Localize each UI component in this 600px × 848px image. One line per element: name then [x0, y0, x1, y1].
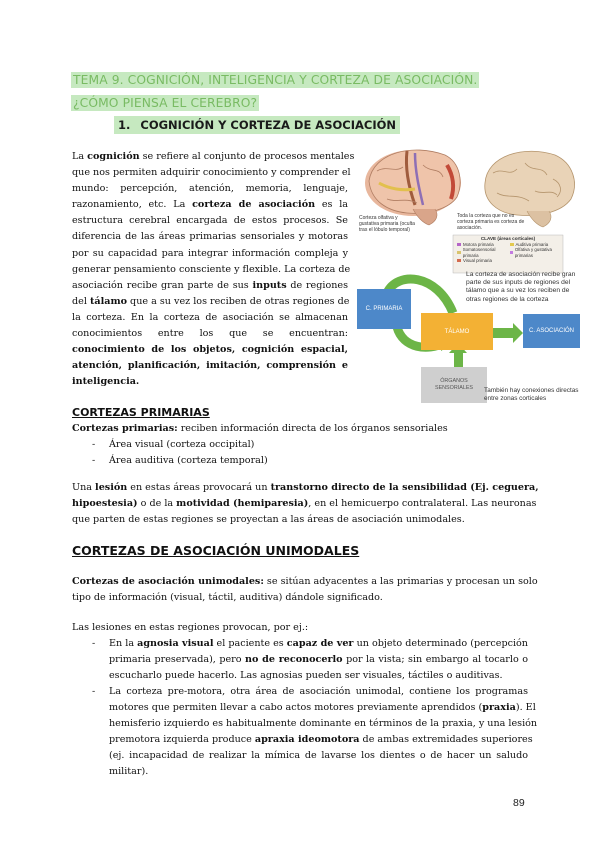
text-line: estructura cerebral encargada de estos procesos. Se — [72, 215, 348, 227]
text-line: escucharlo puede hacerlo. Las agnosias pueden ser visuales, táctiles o auditivas. — [109, 670, 503, 682]
intro-paragraph — [72, 149, 355, 390]
text-line: tipo de información (visual, táctil, auditiva) dándole significado. — [72, 592, 383, 604]
text-line: premotora izquierda produce apraxia ideomotora de ambas extremidades superiores — [109, 734, 533, 746]
text-line: conocimiento de los objetos, cognición espacial, — [72, 344, 348, 356]
unimodales-intro — [72, 574, 538, 606]
cortezas-primarias-lead: Cortezas primarias: reciben información directa de los órganos sensoriales — [72, 423, 448, 434]
text-line: atención, planificación, imitación, comprensión e — [72, 360, 348, 372]
primarias-list-item-text: Área auditiva (corteza temporal) — [109, 455, 268, 466]
c-asociacion-box: C. ASOCIACIÓN — [523, 314, 580, 348]
text-line: mundo: percepción, atención, memoria, lenguaje, — [72, 183, 348, 195]
legend-swatch — [457, 251, 461, 254]
text-line: por su capacidad para integrar información compleja y — [72, 247, 348, 259]
lesiones-intro: Las lesiones en estas regiones provocan, por ej.: — [72, 622, 309, 633]
primarias-list-item: - — [92, 455, 96, 466]
text-line: (ej. incapacidad de realizar la mímica de lavarse los dientes o de hacer un saludo — [109, 750, 528, 762]
c-primaria-box: C. PRIMARIA — [357, 289, 411, 329]
text-line: que nos permiten adquirir conocimiento y comprender el — [72, 167, 351, 179]
bullet-agnosia — [109, 636, 528, 684]
page-number: 89 — [513, 797, 525, 809]
legend-swatch — [510, 251, 513, 254]
text-line: generar pensamiento consciente y flexible. La corteza de — [72, 263, 351, 275]
brain-left-caption: Corteza olfativa y gustativa primaria (oculta tras el lóbulo temporal) — [359, 215, 415, 233]
lesion-paragraph — [72, 480, 539, 528]
bullet-dash: - — [92, 686, 96, 697]
flow-caption: La corteza de asociación recibe gran parte de sus inputs de regiones del tálamo que a su vez los reciben de otras regiones de la corteza — [466, 271, 576, 303]
text-line: diferencia de las áreas primarias sensoriales y motoras — [72, 231, 348, 243]
brain-right-caption: Toda la corteza que no es corteza primaria es corteza de asociación. — [457, 213, 525, 231]
unimodales-heading: CORTEZAS DE ASOCIACIÓN UNIMODALES — [72, 543, 360, 558]
text-line: La corteza pre-motora, otra área de asociación unimodal, contiene los programas — [109, 686, 528, 697]
brain-figure — [357, 143, 584, 405]
text-line: La cognición se refiere al conjunto de procesos mentales — [72, 151, 355, 162]
chapter-title-line2: ¿CÓMO PIENSA EL CEREBRO? — [73, 96, 258, 110]
bullet-dash: - — [92, 638, 96, 649]
legend-items — [454, 242, 562, 264]
text-line: militar). — [109, 766, 149, 778]
primarias-list-item-text: Área visual (corteza occipital) — [109, 439, 255, 450]
text-line: En la agnosia visual el paciente es capaz de ver un objeto determinado (percepción — [109, 638, 528, 649]
text-line: hipoestesia) o de la motividad (hemiparesia), en el hemicuerpo contralateral. Las neuronas — [72, 498, 537, 510]
organos-box: ÓRGANOS SENSORIALES — [421, 367, 487, 403]
legend-item — [457, 258, 510, 264]
legend-item — [457, 247, 510, 258]
section-number: 1. — [118, 118, 131, 132]
text-line: asociación recibe gran parte de sus inputs de regiones — [72, 279, 349, 291]
text-line: conocimientos entre los que se encuentran: — [72, 328, 348, 340]
text-line: Una lesión en estas áreas provocará un transtorno directo de la sensibilidad (Ej. ceguera, — [72, 482, 539, 493]
legend-label: Motora primaria — [463, 241, 494, 247]
text-line: hemisferio izquierdo es habitualmente dominante en términos de la praxia, y una lesión — [109, 718, 538, 730]
text-line: inteligencia. — [72, 376, 140, 388]
section-title: COGNICIÓN Y CORTEZA DE ASOCIACIÓN — [140, 118, 397, 132]
legend-label: Visual primaria — [463, 258, 492, 263]
legend-swatch — [510, 243, 514, 246]
talamo-box: TÁLAMO — [421, 313, 493, 350]
legend-label: Auditiva primaria — [515, 241, 549, 247]
brain-image-left — [365, 150, 461, 225]
section-heading — [114, 116, 400, 134]
bottom-caption: También hay conexiones directas entre zonas corticales — [484, 387, 579, 403]
text-line: Cortezas de asociación unimodales: se sitúan adyacentes a las primarias y procesan un solo — [72, 576, 538, 587]
bullet-praxia — [109, 684, 538, 781]
legend-title: CLAVE (áreas corticales) — [480, 236, 536, 241]
text-line: la corteza. En la corteza de asociación se almacenan — [72, 311, 348, 323]
text-line: razonamiento, etc. La corteza de asociación es la — [72, 199, 348, 211]
cortezas-primarias-heading: CORTEZAS PRIMARIAS — [72, 406, 210, 419]
legend-swatch — [457, 259, 461, 262]
legend-swatch — [457, 243, 461, 246]
legend — [454, 236, 562, 264]
legend-label: Olfativa y gustativa primarias — [514, 247, 552, 258]
text-line: que parten de estas regiones se proyectan a las áreas de asociación unimodales. — [72, 514, 465, 526]
text-line: primaria preservada), pero no de reconocerlo por la vista; sin embargo al tocarlo o — [109, 654, 529, 666]
text-line: motores que permiten llevar a cabo actos motores previamente aprendidos (praxia). El — [109, 702, 536, 714]
legend-item — [510, 247, 563, 258]
chapter-title-line1: TEMA 9. COGNICIÓN, INTELIGENCIA Y CORTEZA DE ASOCIACIÓN. — [73, 73, 478, 87]
text-line: del tálamo que a su vez los reciben de otras regiones de — [72, 295, 350, 307]
legend-label: Somatosensorial primaria — [462, 247, 496, 258]
primarias-list-item: - — [92, 439, 96, 450]
